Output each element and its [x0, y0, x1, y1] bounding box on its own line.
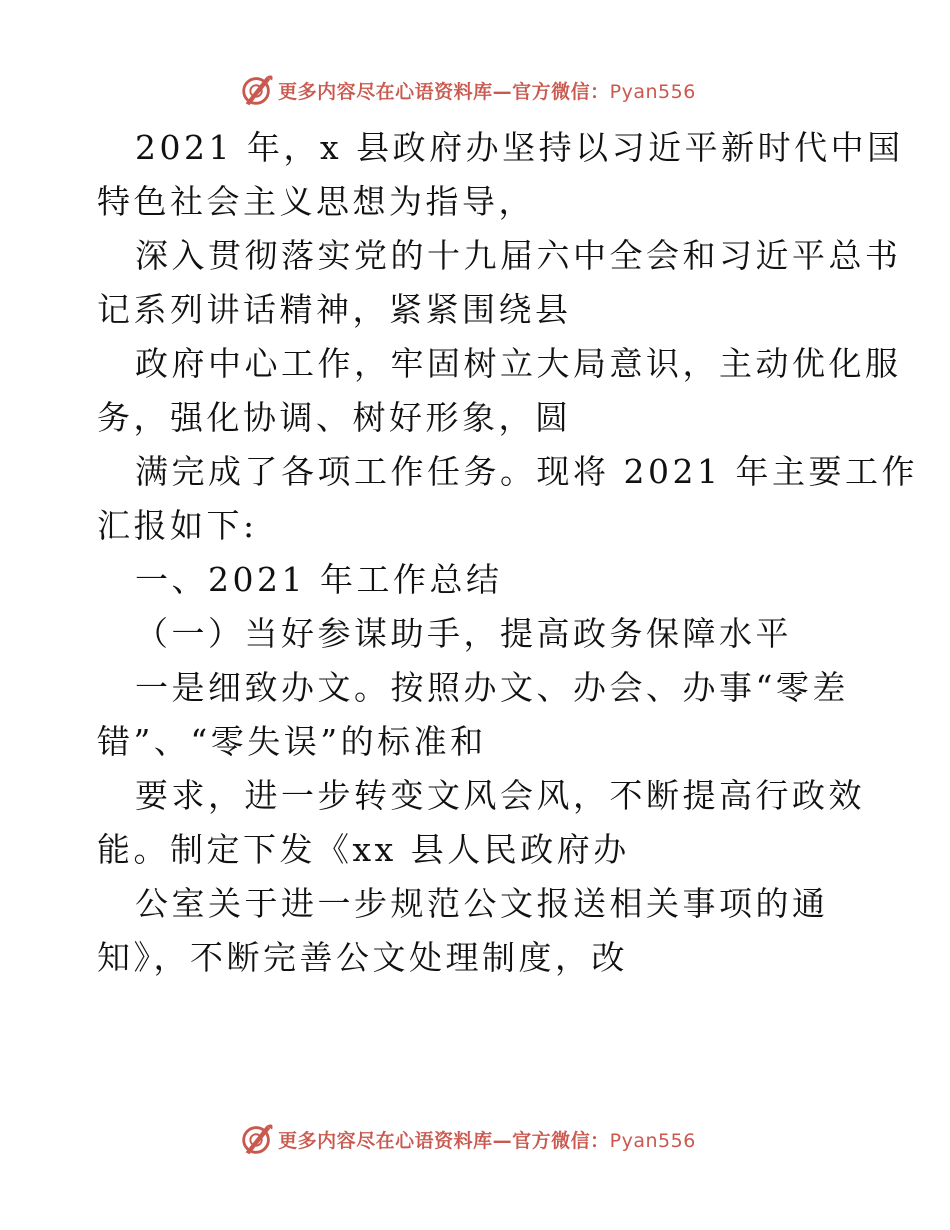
header-watermark: [0, 70, 950, 110]
quill-logo-icon: [238, 1120, 276, 1158]
text-line: 能。制定下发《xx 县人民政府办: [97, 830, 630, 869]
section-heading: 一、2021 年工作总结: [135, 560, 503, 599]
subsection-heading: （一）当好参谋助手，提高政务保障水平: [135, 614, 792, 653]
text-line: 一是细致办文。按照办文、办会、办事“零差: [135, 668, 849, 707]
text-line: 满完成了各项工作任务。现将 2021 年主要工作: [135, 452, 918, 491]
watermark-text: 更多内容尽在心语资料库—官方微信：Pyan556: [278, 1129, 696, 1152]
text-line: 错”、“零失误”的标准和: [97, 722, 487, 761]
text-line: 汇报如下:: [97, 506, 258, 545]
text-line: 记系列讲话精神，紧紧围绕县: [97, 290, 572, 329]
text-line: 务，强化协调、树好形象，圆: [97, 398, 572, 437]
footer-watermark: [0, 1119, 950, 1159]
document-body: [97, 121, 918, 985]
watermark-text: 更多内容尽在心语资料库—官方微信：Pyan556: [278, 80, 696, 103]
text-line: 深入贯彻落实党的十九届六中全会和习近平总书: [135, 236, 902, 275]
text-line: 公室关于进一步规范公文报送相关事项的通: [135, 884, 829, 923]
text-line: 特色社会主义思想为指导，: [97, 182, 535, 221]
quill-logo-icon: [238, 71, 276, 109]
text-line: 知》，不断完善公文处理制度，改: [97, 938, 628, 977]
text-line: 2021 年，x 县政府办坚持以习近平新时代中国: [135, 128, 904, 167]
text-line: 要求，进一步转变文风会风，不断提高行政效: [135, 776, 865, 815]
text-line: 政府中心工作，牢固树立大局意识，主动优化服: [135, 344, 902, 383]
